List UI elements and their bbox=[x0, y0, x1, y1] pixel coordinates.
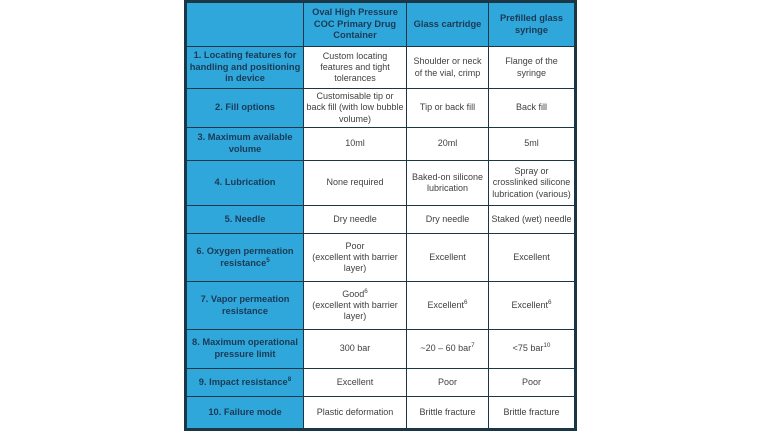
row-label-oxygen-permeation: 6. Oxygen permeation resistance$^5$ bbox=[187, 234, 304, 282]
cell-pressure-coc: 300 bar bbox=[304, 330, 407, 369]
row-label-locating-features: 1. Locating features for handling and positioning in device bbox=[187, 47, 304, 89]
cell-needle-syringe: Staked (wet) needle bbox=[489, 206, 574, 234]
cell-failure-syringe: Brittle fracture bbox=[489, 397, 574, 428]
cell-oxygen-coc: Poor (excellent with barrier layer) bbox=[304, 234, 407, 282]
cell-needle-cartridge: Dry needle bbox=[407, 206, 489, 234]
cell-locating-cartridge: Shoulder or neck of the vial, crimp bbox=[407, 47, 489, 89]
cell-oxygen-syringe: Excellent bbox=[489, 234, 574, 282]
cell-failure-coc: Plastic deformation bbox=[304, 397, 407, 428]
cell-volume-cartridge: 20ml bbox=[407, 128, 489, 161]
row-label-needle: 5. Needle bbox=[187, 206, 304, 234]
cell-pressure-cartridge: ~20 – 60 bar$^7$ bbox=[407, 330, 489, 369]
cell-failure-cartridge: Brittle fracture bbox=[407, 397, 489, 428]
cell-impact-cartridge: Poor bbox=[407, 369, 489, 397]
cell-vapor-coc: Good$^6$ (excellent with barrier layer) bbox=[304, 282, 407, 330]
cell-lubrication-syringe: Spray or crosslinked silicone lubrication (various) bbox=[489, 161, 574, 206]
row-label-vapor-permeation: 7. Vapor permeation resistance bbox=[187, 282, 304, 330]
row-label-max-volume: 3. Maximum available volume bbox=[187, 128, 304, 161]
cell-lubrication-cartridge: Baked-on silicone lubrication bbox=[407, 161, 489, 206]
cell-volume-syringe: 5ml bbox=[489, 128, 574, 161]
cell-fill-coc: Customisable tip or back fill (with low bubble volume) bbox=[304, 89, 407, 128]
cell-needle-coc: Dry needle bbox=[304, 206, 407, 234]
cell-pressure-syringe: <75 bar$^{10}$ bbox=[489, 330, 574, 369]
cell-oxygen-cartridge: Excellent bbox=[407, 234, 489, 282]
cell-impact-coc: Excellent bbox=[304, 369, 407, 397]
cell-locating-coc: Custom locating features and tight tolerances bbox=[304, 47, 407, 89]
header-glass-cartridge: Glass cartridge bbox=[407, 3, 489, 47]
row-label-lubrication: 4. Lubrication bbox=[187, 161, 304, 206]
cell-volume-coc: 10ml bbox=[304, 128, 407, 161]
row-label-failure-mode: 10. Failure mode bbox=[187, 397, 304, 428]
row-label-fill-options: 2. Fill options bbox=[187, 89, 304, 128]
cell-fill-syringe: Back fill bbox=[489, 89, 574, 128]
cell-vapor-cartridge: Excellent$^6$ bbox=[407, 282, 489, 330]
cell-impact-syringe: Poor bbox=[489, 369, 574, 397]
cell-lubrication-coc: None required bbox=[304, 161, 407, 206]
header-empty-cell bbox=[187, 3, 304, 47]
row-label-max-pressure: 8. Maximum operational pressure limit bbox=[187, 330, 304, 369]
comparison-table bbox=[184, 0, 577, 431]
cell-locating-syringe: Flange of the syringe bbox=[489, 47, 574, 89]
row-label-impact-resistance: 9. Impact resistance$^8$ bbox=[187, 369, 304, 397]
header-coc-container: Oval High Pressure COC Primary Drug Container bbox=[304, 3, 407, 47]
cell-fill-cartridge: Tip or back fill bbox=[407, 89, 489, 128]
cell-vapor-syringe: Excellent$^6$ bbox=[489, 282, 574, 330]
header-prefilled-syringe: Prefilled glass syringe bbox=[489, 3, 574, 47]
